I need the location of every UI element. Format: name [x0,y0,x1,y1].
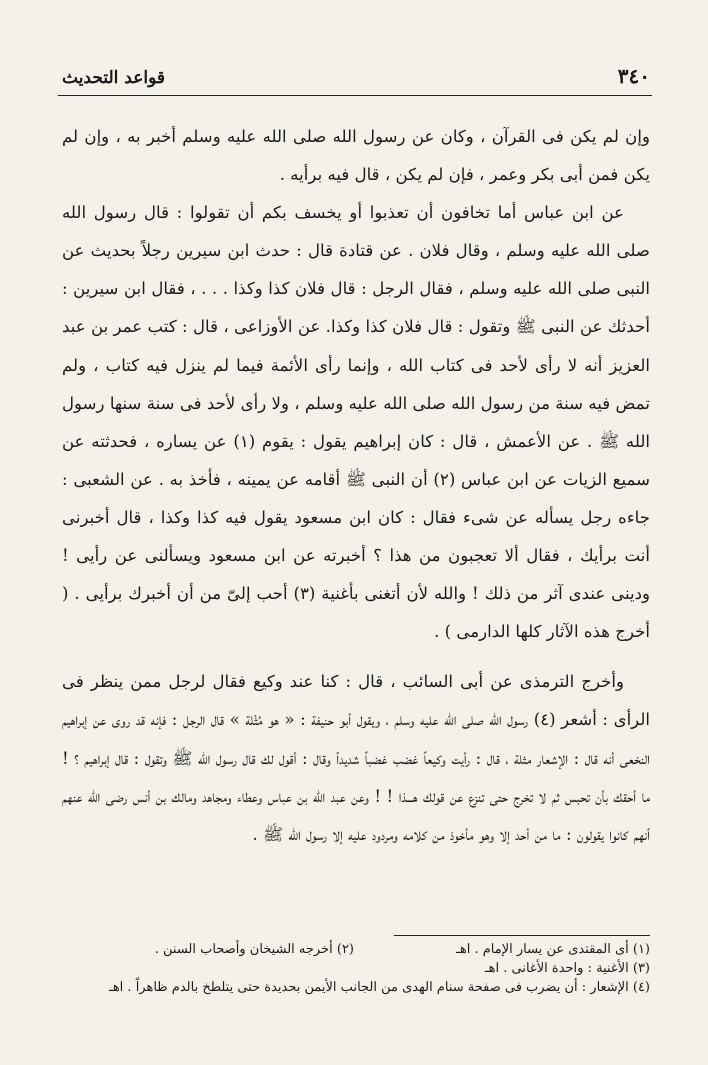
footnotes [58,940,650,997]
footnote-4: (٤) الإشعار : أن يضرب فى صفحة سنام الهدى من الجانب الأيمن بحديدة حتى يتلطخ بالدم ظاهراً . اهـ [109,980,650,995]
paragraph-3: وأخرج الترمذى عن أبى السائب ، قال : كنا عند وكيع فقال لرجل ممن ينظر فى الرأى : أشعر (٤) رسول الله صلى الله عليه وسلم ، ويقول أبو حنيفة : « هو مُثْلة » قال الرجل : فإنه قد روى عن إبراهيم النخعى أنه قال : الإشعار مثلة ، قال : رأيت وكيعاً غضب غضباً شديداً وقال : أقول لك قال رسول الله ﷺ وتقول : قال إبراهيم ؟ ! ما أحقك بأن تحبس ثم لا تخرج حتى تنزع عن قولك هـــذا ! ! وعن عبد الله بن عباس وعطاء ومجاهد ومالك بن أنس رضى الله عنهم أنهم كانوا يقولون : ما من أحد إلا وهو مأخوذ من كلامه ومردود عليه إلا رسول الله ﷺ . [62,672,651,844]
header-rule [58,95,652,96]
main-text [62,118,650,854]
paragraph-2: عن ابن عباس أما تخافون أن تعذبوا أو يخسف بكم أن تقولوا : قال رسول الله صلى الله عليه وسلم ، وقال فلان . عن قتادة قال : حدث ابن سيرين رجلاً بحديث عن النبى صلى الله عليه وسلم ، فقال الرجل : قال فلان كذا وكذا . . . ، فقال ابن سيرين : أحدثك عن النبى ﷺ وتقول : قال فلان كذا وكذا. عن الأوزاعى ، قال : كتب عمر بن عبد العزيز أنه لا رأى لأحد فى كتاب الله ، وإنما رأى الأئمة فيما لم ينزل فيه كتاب ، ولم تمض فيه سنة من رسول الله صلى الله عليه وسلم ، ولا رأى لأحد فى سنة سنها رسول الله ﷺ . عن الأعمش ، قال : كان إبراهيم يقول : يقوم (١) عن يساره ، فحدثته عن سميع الزيات عن ابن عباس (٢) أن النبى ﷺ أقامه عن يمينه ، فأخذ به . عن الشعبى : جاءه رجل يسأله عن شىء فقال : كان ابن مسعود يقول فيه كذا وكذا ، قال أخبرنى أنت برأيك ، فقال ألا تعجبون من هذا ؟ أخبرته عن ابن مسعود ويسألنى عن رأيى ! ودينى عندى آثر من ذلك ! والله لأن أتغنى بأغنية (٣) أحب إلىّ من أن أخبرك برأيى . ( أخرج هذه الآثار كلها الدارمى ) . [62,203,650,642]
running-title: قواعد التحديث [62,68,165,88]
page-number: ٣٤٠ [617,64,650,88]
page-header [62,58,650,88]
footnote-1: (١) أى المقتدى عن يسار الإمام . اهـ [456,942,650,957]
footnote-2: (٢) أخرجه الشيخان وأصحاب السنن . [154,942,354,957]
footnote-rule [394,935,650,936]
footnote-3: (٣) الأغنية : واحدة الأغانى . اهـ [484,961,650,976]
paragraph-1: وإن لم يكن فى القرآن ، وكان عن رسول الله صلى الله عليه وسلم أخبر به ، وإن لم يكن فمن أبى بكر وعمر ، فإن لم يكن ، قال فيه برأيه . [62,127,650,185]
